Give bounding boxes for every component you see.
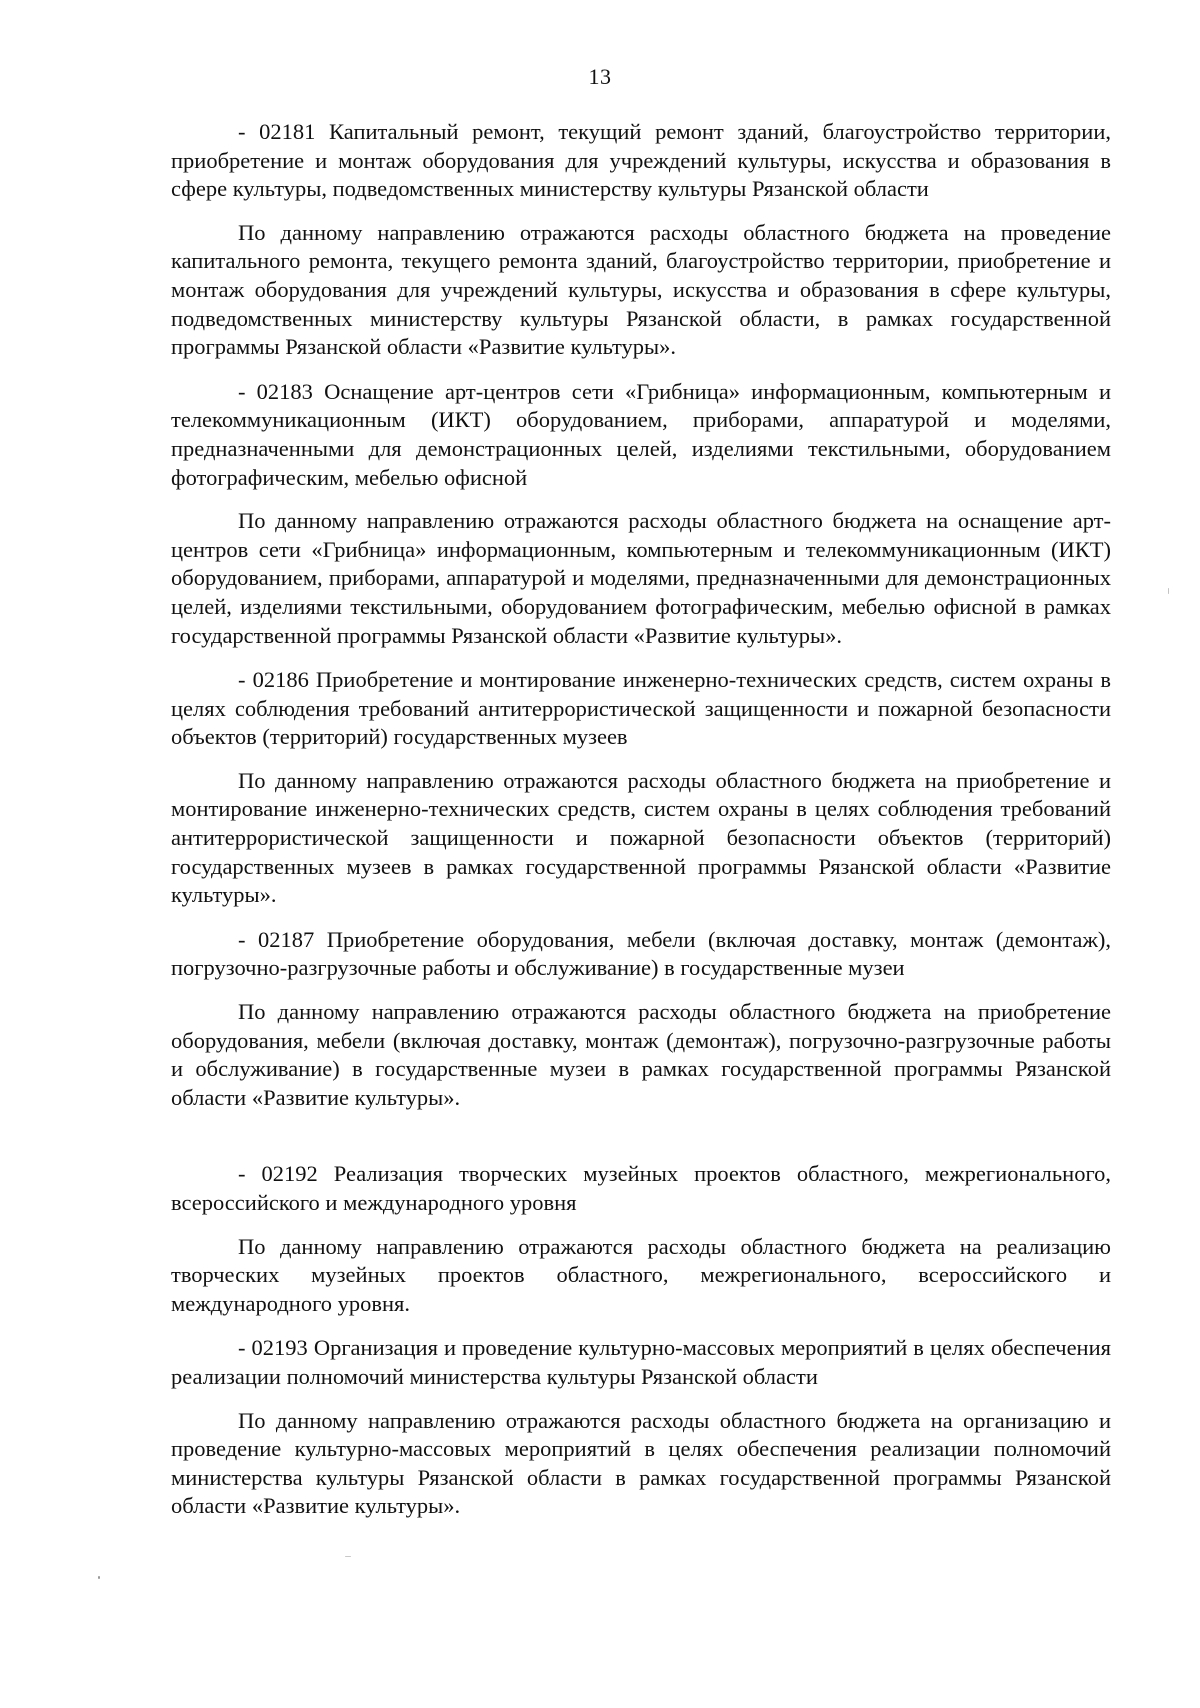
document-body	[171, 118, 1111, 1537]
section-description-02181: По данному направлению отражаются расходы областного бюджета на проведение капитального ремонта, текущего ремонта зданий, благоустройство территории, приобретение и монтаж оборудования для учреждений культуры, искусства и образования в сфере культуры, подведомственных министерству культуры Рязанской области, в рамках государственной программы Рязанской области «Развитие культуры».	[171, 219, 1111, 360]
section-description-02187: По данному направлению отражаются расходы областного бюджета на приобретение оборудования, мебели (включая доставку, монтаж (демонтаж), погрузочно-разгрузочные работы и обслуживание) в государственные музеи в рамках государственной программы Рязанской области «Развитие культуры».	[171, 999, 1111, 1110]
scan-speck	[1168, 588, 1169, 594]
section-heading-02192: - 02192 Реализация творческих музейных проектов областного, межрегионального, всероссийского и международного уровня	[171, 1161, 1111, 1215]
page-number: 13	[588, 64, 612, 89]
scan-speck	[98, 1576, 100, 1579]
section-description-02183: По данному направлению отражаются расходы областного бюджета на оснащение арт-центров сети «Грибница» информационным, компьютерным и телекоммуникационным (ИКТ) оборудованием, приборами, аппаратурой и моделями, предназначенными для демонстрационных целей, изделиями текстильными, оборудованием фотографическим, мебелью офисной в рамках государственной программы Рязанской области «Развитие культуры».	[171, 508, 1111, 648]
scan-speck	[345, 1556, 351, 1557]
section-heading-02183: - 02183 Оснащение арт-центров сети «Грибница» информационным, компьютерным и телекоммуникационным (ИКТ) оборудованием, приборами, аппаратурой и моделями, предназначенными для демонстрационных целей, изделиями текстильными, оборудованием фотографическим, мебелью офисной	[171, 378, 1111, 490]
section-heading-02181: - 02181 Капитальный ремонт, текущий ремонт зданий, благоустройство территории, приобретение и монтаж оборудования для учреждений культуры, искусства и образования в сфере культуры, подведомственных министерству культуры Рязанской области	[171, 119, 1111, 202]
section-description-02186: По данному направлению отражаются расходы областного бюджета на приобретение и монтирование инженерно-технических средств, систем охраны в целях соблюдения требований антитеррористической защищенности и пожарной безопасности объектов (территорий) государственных музеев в рамках государственной программы Рязанской области «Развитие культуры».	[171, 767, 1111, 908]
section-heading-02193: - 02193 Организация и проведение культурно-массовых мероприятий в целях обеспечения реализации полномочий министерства культуры Рязанской области	[171, 1335, 1111, 1389]
section-description-02193: По данному направлению отражаются расходы областного бюджета на организацию и проведение культурно-массовых мероприятий в целях обеспечения реализации полномочий министерства культуры Рязанской области в рамках государственной программы Рязанской области «Развитие культуры».	[171, 1407, 1111, 1519]
section-description-02192: По данному направлению отражаются расходы областного бюджета на реализацию творческих музейных проектов областного, межрегионального, всероссийского и международного уровня.	[171, 1233, 1111, 1316]
section-heading-02186: - 02186 Приобретение и монтирование инженерно-технических средств, систем охраны в целях соблюдения требований антитеррористической защищенности и пожарной безопасности объектов (территорий) государственных музеев	[171, 667, 1111, 750]
section-heading-02187: - 02187 Приобретение оборудования, мебели (включая доставку, монтаж (демонтаж), погрузочно-разгрузочные работы и обслуживание) в государственные музеи	[171, 926, 1111, 981]
